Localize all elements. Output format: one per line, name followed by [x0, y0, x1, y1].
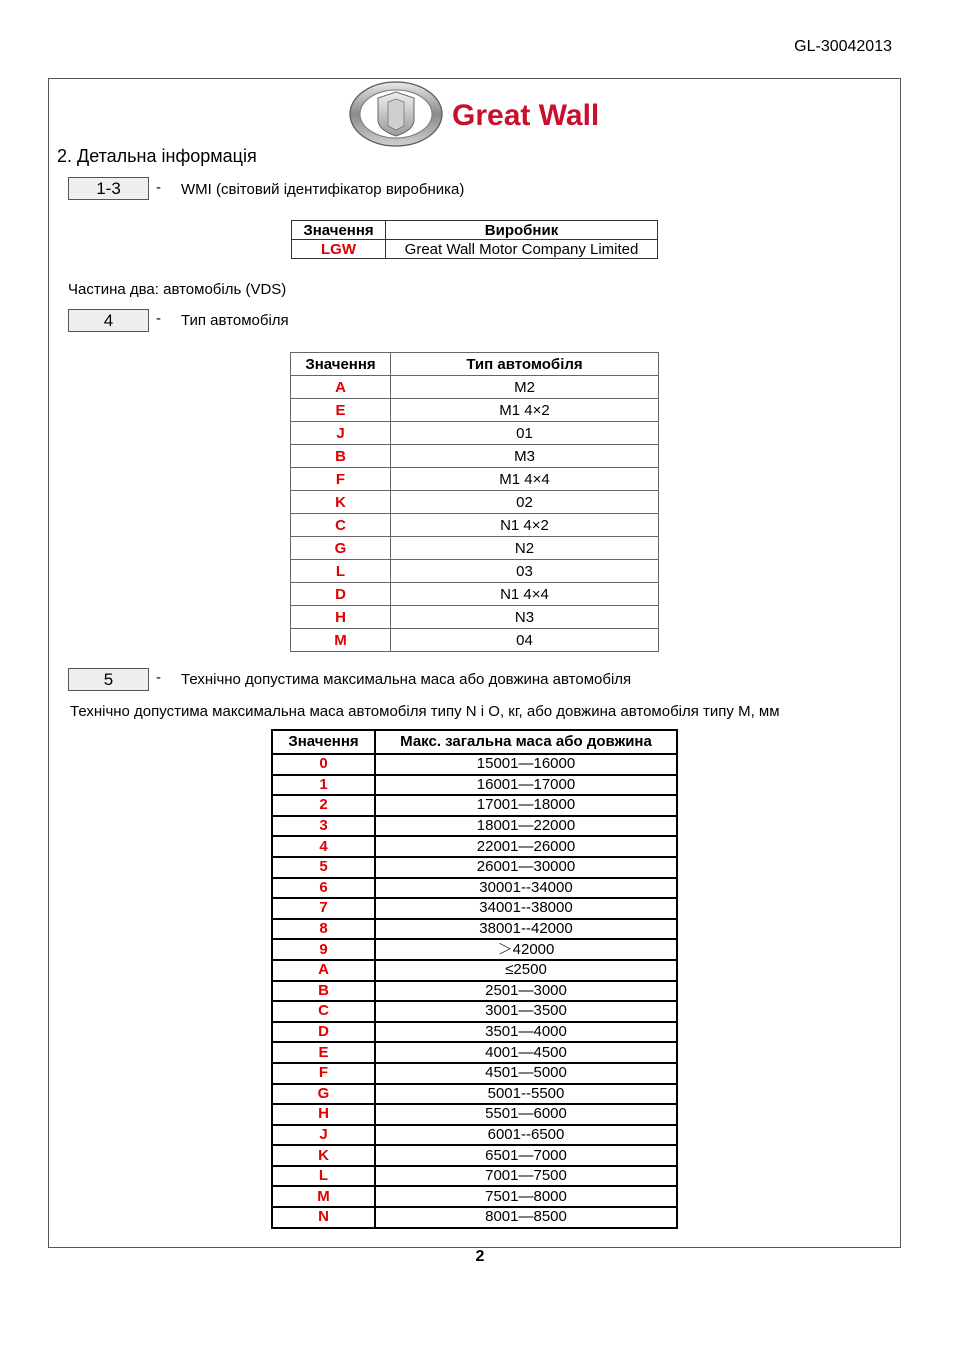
code-cell: 1: [272, 775, 375, 796]
mass-position-box: 5: [68, 668, 149, 691]
description-cell: 5501—6000: [375, 1104, 677, 1125]
code-cell: N: [272, 1207, 375, 1228]
description-cell: 6001--6500: [375, 1125, 677, 1146]
code-cell: 6: [272, 878, 375, 899]
code-cell: LGW: [292, 240, 386, 259]
table-row: [291, 399, 659, 422]
vehicle-type-position-box: 4: [68, 309, 149, 332]
description-cell: 04: [391, 629, 659, 652]
description-cell: Great Wall Motor Company Limited: [386, 240, 658, 259]
code-cell: E: [272, 1042, 375, 1063]
mass-dash: -: [156, 669, 161, 686]
description-cell: 7501—8000: [375, 1186, 677, 1207]
table-row: [272, 898, 677, 919]
code-cell: F: [272, 1063, 375, 1084]
description-cell: 2501—3000: [375, 981, 677, 1002]
code-cell: 8: [272, 919, 375, 940]
description-cell: N2: [391, 537, 659, 560]
code-cell: A: [291, 376, 391, 399]
vehicle-type-header-value: Значення: [291, 353, 391, 376]
code-cell: L: [291, 560, 391, 583]
table-row: [272, 775, 677, 796]
description-cell: M3: [391, 445, 659, 468]
wmi-position-box: 1-3: [68, 177, 149, 200]
code-cell: D: [272, 1022, 375, 1043]
description-cell: ＞42000: [375, 939, 677, 960]
code-cell: 5: [272, 857, 375, 878]
table-row: [291, 491, 659, 514]
description-cell: M1 4×2: [391, 399, 659, 422]
code-cell: E: [291, 399, 391, 422]
code-cell: G: [272, 1084, 375, 1105]
description-cell: N1 4×2: [391, 514, 659, 537]
description-cell: 22001—26000: [375, 836, 677, 857]
description-cell: 4001—4500: [375, 1042, 677, 1063]
table-row: [272, 939, 677, 960]
description-cell: 5001--5500: [375, 1084, 677, 1105]
description-cell: 34001--38000: [375, 898, 677, 919]
code-cell: C: [291, 514, 391, 537]
description-cell: 6501—7000: [375, 1145, 677, 1166]
vehicle-type-dash: -: [156, 310, 161, 327]
page-number: 2: [475, 1248, 485, 1265]
wmi-header-manufacturer: Виробник: [386, 221, 658, 240]
table-row: [272, 857, 677, 878]
description-cell: M2: [391, 376, 659, 399]
description-cell: M1 4×4: [391, 468, 659, 491]
code-cell: 3: [272, 816, 375, 837]
code-cell: L: [272, 1166, 375, 1187]
table-row: [272, 816, 677, 837]
description-cell: 7001—7500: [375, 1166, 677, 1187]
code-cell: G: [291, 537, 391, 560]
table-row: [272, 1084, 677, 1105]
description-cell: N3: [391, 606, 659, 629]
table-row: [291, 560, 659, 583]
description-cell: N1 4×4: [391, 583, 659, 606]
table-row: [272, 981, 677, 1002]
code-cell: 0: [272, 754, 375, 775]
table-row: [272, 1042, 677, 1063]
table-row: [291, 514, 659, 537]
code-cell: K: [291, 491, 391, 514]
table-row: [272, 1145, 677, 1166]
table-row: [291, 422, 659, 445]
great-wall-logo: [348, 80, 608, 148]
code-cell: B: [291, 445, 391, 468]
vehicle-type-header-type: Тип автомобіля: [391, 353, 659, 376]
table-row: [272, 919, 677, 940]
vehicle-type-label: Тип автомобіля: [181, 312, 289, 329]
table-row: [272, 1207, 677, 1228]
vehicle-type-table-body: [291, 376, 659, 652]
table-row: [291, 445, 659, 468]
table-row: [272, 1104, 677, 1125]
description-cell: 38001--42000: [375, 919, 677, 940]
table-row: [272, 754, 677, 775]
table-row: [291, 583, 659, 606]
mass-table: [271, 729, 678, 1229]
table-row: [272, 836, 677, 857]
code-cell: H: [291, 606, 391, 629]
table-row: [272, 1001, 677, 1022]
table-row: [291, 606, 659, 629]
logo-wordmark: Great Wall: [452, 99, 600, 132]
description-cell: 17001—18000: [375, 795, 677, 816]
table-row: [272, 960, 677, 981]
description-cell: 3501—4000: [375, 1022, 677, 1043]
code-cell: J: [291, 422, 391, 445]
code-cell: M: [272, 1186, 375, 1207]
code-cell: M: [291, 629, 391, 652]
description-cell: 18001—22000: [375, 816, 677, 837]
description-cell: 02: [391, 491, 659, 514]
description-cell: 30001--34000: [375, 878, 677, 899]
wmi-table-body: [292, 240, 658, 259]
table-row: [291, 537, 659, 560]
code-cell: K: [272, 1145, 375, 1166]
description-cell: 01: [391, 422, 659, 445]
description-cell: 8001—8500: [375, 1207, 677, 1228]
code-cell: 2: [272, 795, 375, 816]
code-cell: C: [272, 1001, 375, 1022]
table-row: [272, 795, 677, 816]
table-row: [272, 1125, 677, 1146]
section-title: 2. Детальна інформація: [57, 146, 257, 166]
code-cell: H: [272, 1104, 375, 1125]
mass-label: Технічно допустима максимальна маса або довжина автомобіля: [181, 671, 632, 688]
table-row: [292, 240, 658, 259]
mass-header-value: Значення: [272, 730, 375, 754]
table-row: [291, 629, 659, 652]
description-cell: 16001—17000: [375, 775, 677, 796]
table-row: [272, 1186, 677, 1207]
table-row: [272, 1166, 677, 1187]
wmi-label: WMI (світовий ідентифікатор виробника): [181, 181, 465, 198]
description-cell: 4501—5000: [375, 1063, 677, 1084]
mass-table-body: [272, 754, 677, 1228]
wmi-dash: -: [156, 179, 161, 196]
description-cell: ≤2500: [375, 960, 677, 981]
table-row: [272, 1022, 677, 1043]
code-cell: F: [291, 468, 391, 491]
description-cell: 03: [391, 560, 659, 583]
wmi-table: [291, 220, 658, 259]
mass-header-max: Макс. загальна маса або довжина: [375, 730, 677, 754]
code-cell: J: [272, 1125, 375, 1146]
code-cell: 9: [272, 939, 375, 960]
code-cell: A: [272, 960, 375, 981]
description-cell: 15001—16000: [375, 754, 677, 775]
code-cell: D: [291, 583, 391, 606]
code-cell: 7: [272, 898, 375, 919]
vehicle-type-table: [290, 352, 659, 652]
table-row: [291, 376, 659, 399]
description-cell: 3001—3500: [375, 1001, 677, 1022]
vds-heading: Частина два: автомобіль (VDS): [68, 281, 287, 298]
wmi-header-value: Значення: [292, 221, 386, 240]
table-row: [291, 468, 659, 491]
description-cell: 26001—30000: [375, 857, 677, 878]
table-row: [272, 878, 677, 899]
mass-description: Технічно допустима максимальна маса автомобіля типу N і O, кг, або довжина автомобіля типу M, мм: [70, 703, 780, 720]
code-cell: 4: [272, 836, 375, 857]
code-cell: B: [272, 981, 375, 1002]
table-row: [272, 1063, 677, 1084]
document-code: GL-30042013: [794, 38, 892, 55]
